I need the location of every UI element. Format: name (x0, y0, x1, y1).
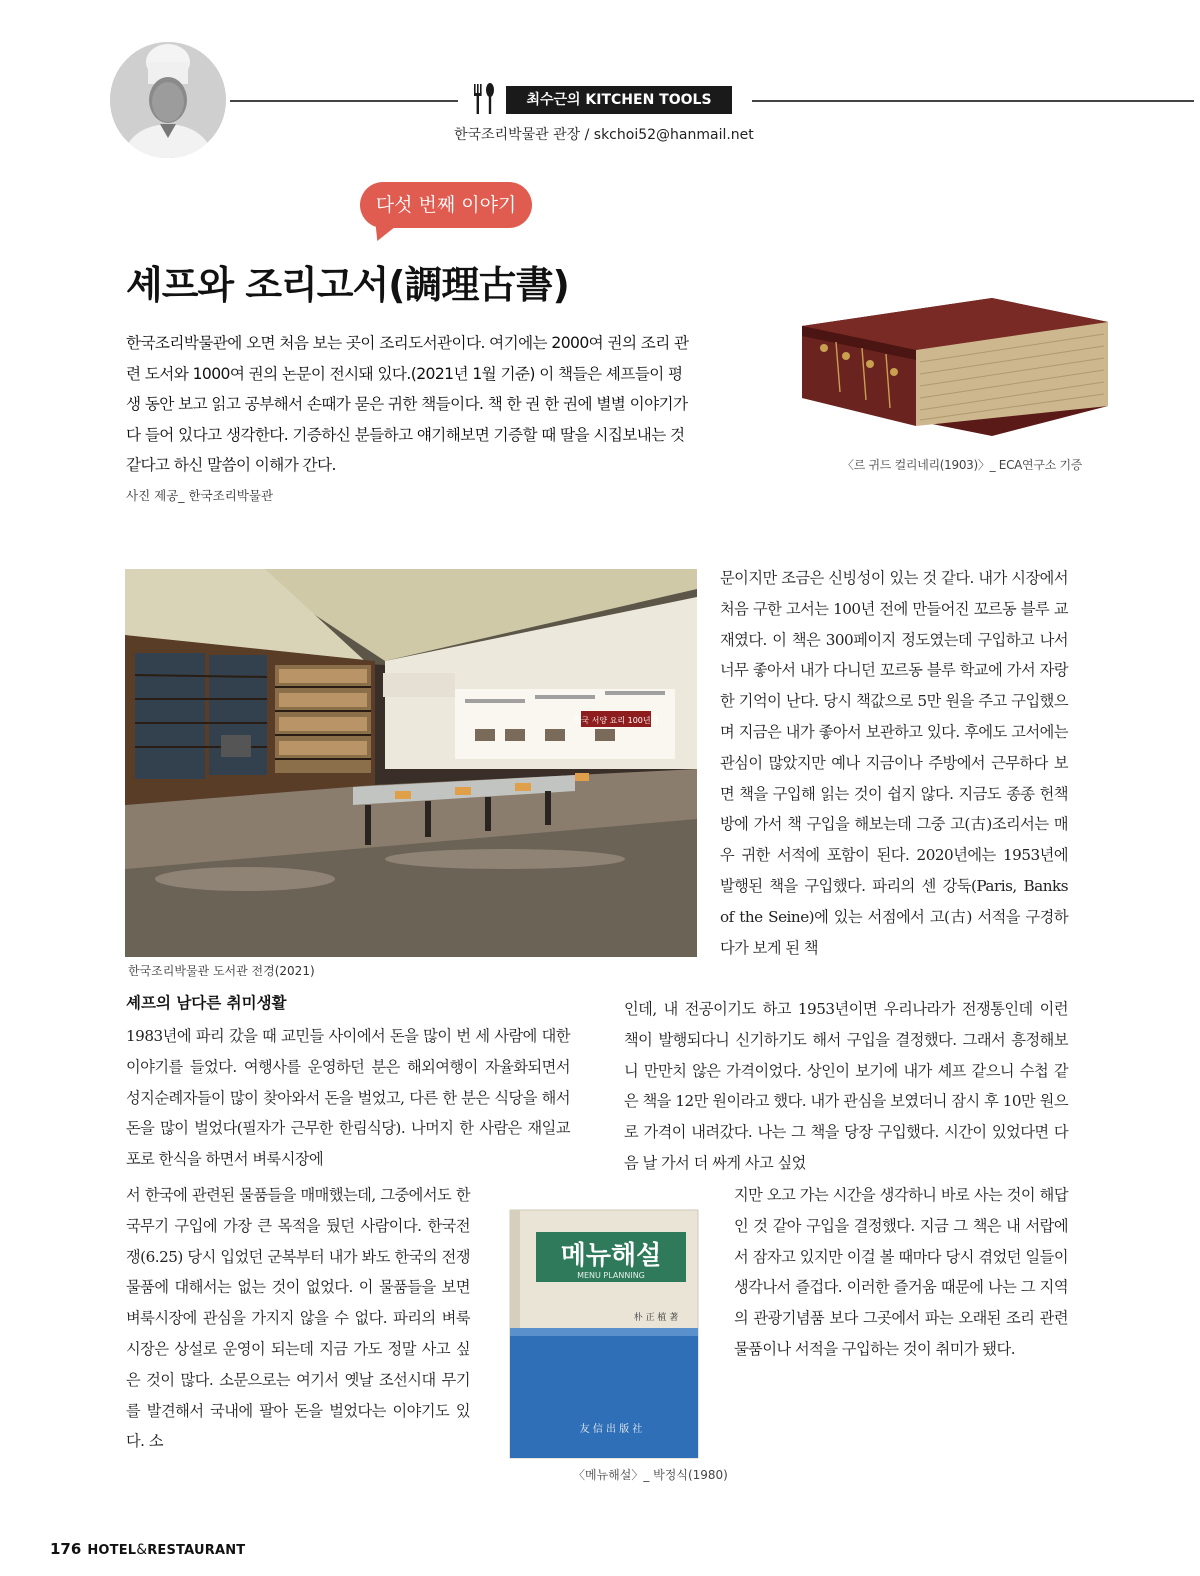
lead-paragraph: 한국조리박물관에 오면 처음 보는 곳이 조리도서관이다. 여기에는 2000여 권의 조리 관련 도서와 1000여 권의 논문이 전시돼 있다.(2021년 1월 기준) 이 책들은 셰프들이 평생 동안 보고 읽고 공부해서 손때가 묻은 귀한 책들이다. 책 한 권 한 권에 별별 이야기가 다 들어 있다고 생각한다. 기증하신 분들하고 얘기해보면 기증할 때 딸을 시집보내는 것 같다고 하신 말씀이 이해가 간다. (126, 334, 689, 475)
page-footer (50, 1540, 245, 1558)
photo-credit: 사진 제공_ 한국조리박물관 (126, 488, 274, 503)
author-portrait (110, 42, 226, 158)
body-text-right-bottom: 지만 오고 가는 시간을 생각하니 바로 사는 것이 해답인 것 같아 구입을 결정했다. 지금 그 책은 내 서랍에서 잠자고 있지만 이걸 볼 때마다 당시 겪었던 일들이 생각나서 즐겁다. 이러한 즐거움 때문에 나는 그 지역의 관광기념품 보다 그곳에서 파는 오래된 조리 관련 물품이나 서적을 구입하는 것이 취미가 됐다. (734, 1186, 1068, 1358)
page-number: 176 (50, 1540, 82, 1558)
column-label: 최수근의 KITCHEN TOOLS (506, 86, 732, 114)
body-text-left-narrow: 서 한국에 관련된 물품들을 매매했는데, 그중에서도 한국무기 구입에 가장 큰 목적을 뒀던 사람이다. 한국전쟁(6.25) 당시 입었던 군복부터 내가 봐도 한국의 전쟁 물품에 대해서는 없는 것이 없었다. 이 물품들을 보면 벼룩시장에 관심을 가지지 않을 수 없다. 파리의 벼룩시장은 상설로 운영이 되는데 지금 가도 정말 사고 싶은 것이 많다. 소문으로는 여기서 옛날 조선시대 무기를 발견해서 국내에 팔아 돈을 벌었다는 이야기도 있다. 소 (126, 1186, 470, 1451)
menu-book-publisher: 友 信 出 版 社 (579, 1424, 643, 1435)
menu-book-caption: 〈메뉴해설〉_ 박정식(1980) (573, 1468, 728, 1482)
library-photo-caption: 한국조리박물관 도서관 전경(2021) (128, 964, 315, 978)
body-text-middle: 인데, 내 전공이기도 하고 1953년이면 우리나라가 전쟁통인데 이런 책이 발행되다니 신기하기도 해서 구입을 결정했다. 그래서 흥정해보니 만만치 않은 가격이었다. 상인이 보기에 내가 셰프 같으니 수첩 같은 책을 12만 원이라고 했다. 내가 관심을 보였더니 잠시 후 10만 원으로 가격이 내려갔다. 나는 그 책을 당장 구입했다. 시간이 있었다면 다음 날 가서 더 싸게 사고 싶었 (624, 1000, 1068, 1172)
fork-spoon-icon (468, 82, 498, 116)
header-rule-right (752, 100, 1194, 102)
magazine-name-b: RESTAURANT (147, 1543, 246, 1558)
body-text-right-top: 문이지만 조금은 신빙성이 있는 것 같다. 내가 시장에서 처음 구한 고서는 100년 전에 만들어진 꼬르동 블루 교재였다. 이 책은 300페이지 정도였는데 구입하고 나서 너무 좋아서 내가 다니던 꼬르동 블루 학교에 가서 자랑한 기억이 난다. 당시 책값으로 5만 원을 주고 구입했으며 지금은 내가 좋아서 보관하고 있다. 후에도 고서에는 관심이 많았지만 예나 지금이나 주방에서 근무하다 보면 책을 구입해 읽는 것이 쉽지 않다. 지금도 종종 헌책방에 가서 책 구입을 해보는데 그중 고(古)조리서는 매우 귀한 서적에 포함이 된다. 2020년에는 1953년에 발행된 책을 구입했다. 파리의 센 강둑(Paris, Banks of the Seine)에 있는 서점에서 고(古) 서적을 구경하다가 보게 된 책 (720, 569, 1068, 957)
article-title: 셰프와 조리고서(調理古書) (126, 263, 569, 307)
header-rule-left (230, 100, 458, 102)
episode-badge: 다섯 번째 이야기 (360, 182, 532, 228)
body-text-left-wide: 1983년에 파리 갔을 때 교민들 사이에서 돈을 많이 번 세 사람에 대한 이야기를 들었다. 여행사를 운영하던 분은 해외여행이 자율화되면서 성지순례자들이 많이 찾아와서 돈을 벌었고, 다른 한 분은 식당을 해서 돈을 많이 벌었다(필자가 근무한 한림식당). 나머지 한 사람은 재일교포로 한식을 하면서 벼룩시장에 (126, 1027, 570, 1169)
magazine-name-a: HOTEL (87, 1543, 137, 1558)
old-cookbook-caption: 〈르 귀드 컬리네리(1903)〉_ ECA연구소 기증 (842, 458, 1083, 472)
author-line: 한국조리박물관 관장 / skchoi52@hanmail.net (454, 127, 754, 143)
old-cookbook-image (796, 286, 1120, 446)
menu-book-image (506, 1206, 704, 1462)
library-banner-label: 한국 서양 요리 100년사 (573, 716, 659, 725)
menu-book-author: 朴 正 植 著 (633, 1313, 679, 1323)
menu-book-subtitle: MENU PLANNING (577, 1271, 645, 1280)
section-subheading: 셰프의 남다른 취미생활 (126, 994, 287, 1012)
menu-book-title: 메뉴해설 (560, 1241, 662, 1271)
library-photo (125, 569, 697, 957)
magazine-ampersand: & (136, 1542, 148, 1558)
